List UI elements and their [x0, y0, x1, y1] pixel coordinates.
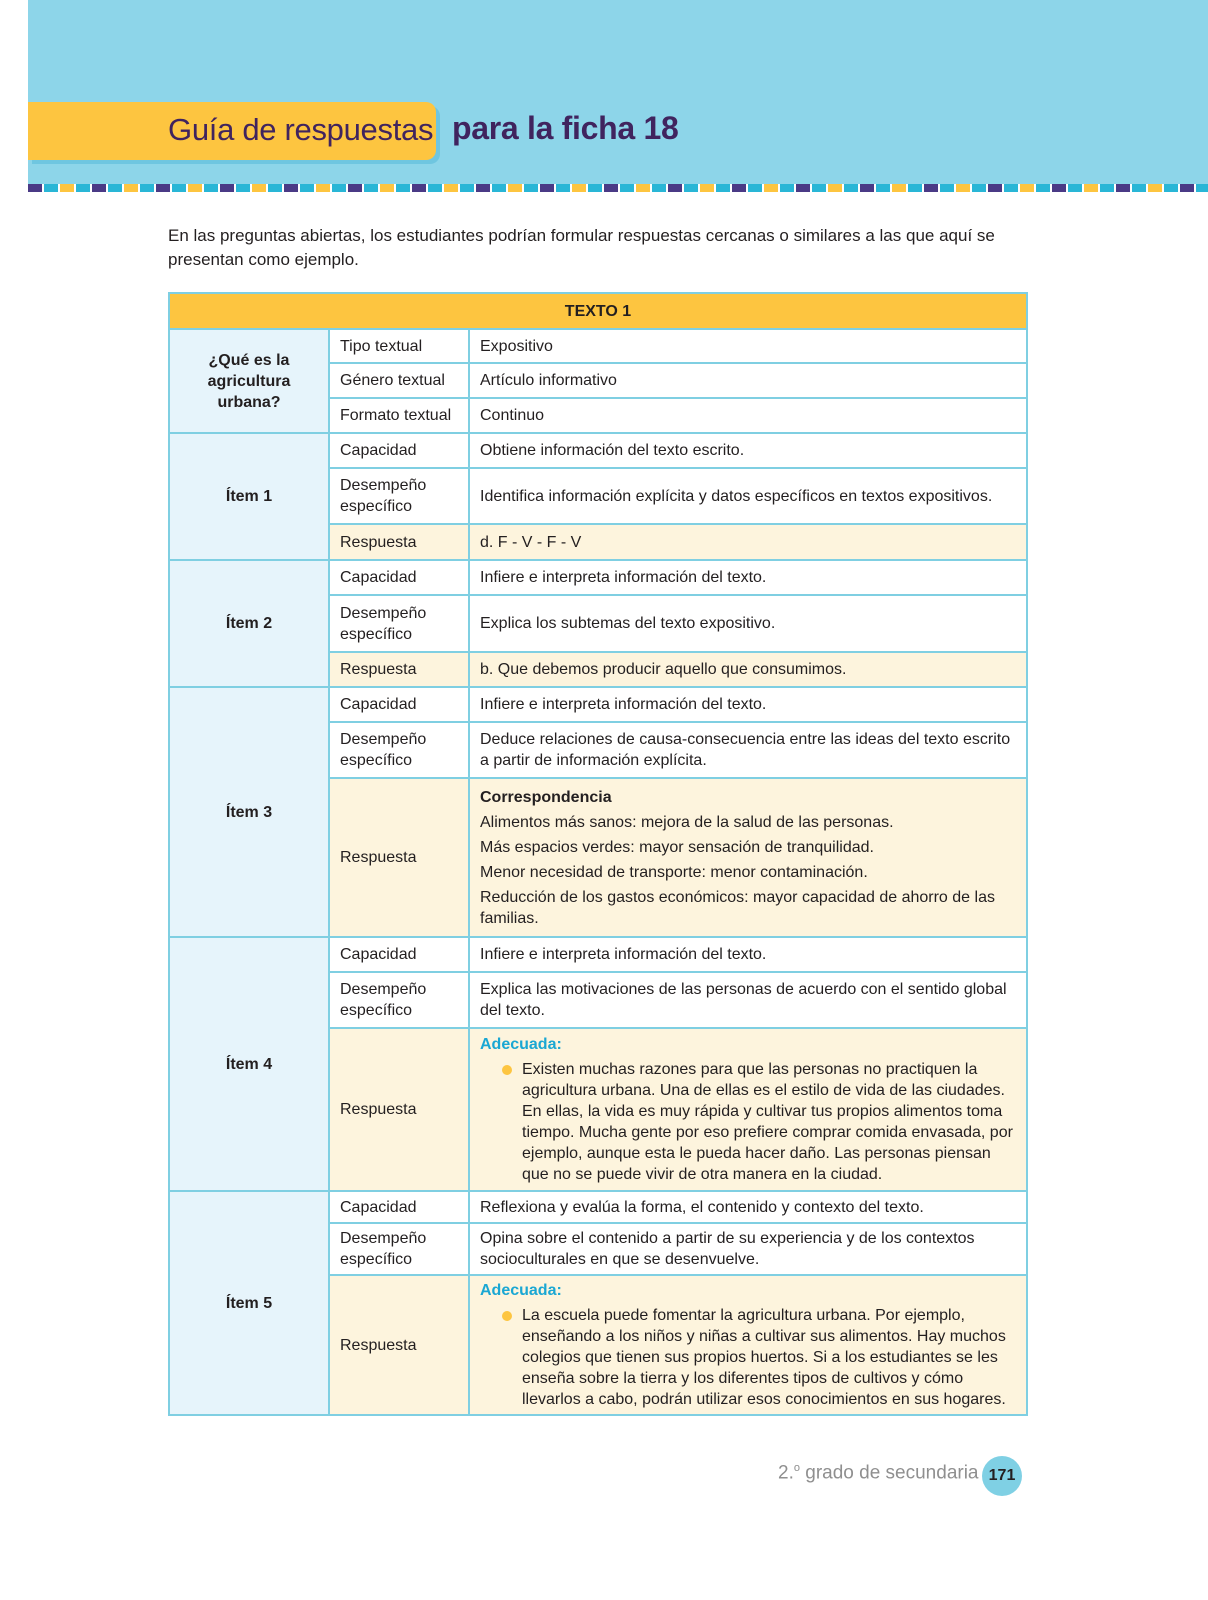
response-line: Reducción de los gastos económicos: mayor capacidad de ahorro de las familias.	[480, 888, 995, 927]
page-subtitle: para la ficha 18	[452, 110, 679, 146]
response-bullet	[502, 1305, 1016, 1410]
response-heading: Adecuada:	[480, 1036, 562, 1053]
row-value: Infiere e interpreta información del texto.	[469, 687, 1027, 722]
intro-paragraph: En las preguntas abiertas, los estudiantes podrían formular respuestas cercanas o similares a las que aquí se presentan como ejemplo.	[168, 226, 995, 269]
row-value: Continuo	[469, 398, 1027, 433]
response-bullet-text: Existen muchas razones para que las personas no practiquen la agricultura urbana. Una de ellas es el estilo de vida de las ciudades. En ellas, la vida es muy rápida y cultivar tus propios alimentos toma tiempo. Mucha gente por eso prefiere comprar comida envasada, por ejemplo, aunque esta le pueda hacer daño. Las personas piensan que no se puede vivir de otra manera en la ciudad.	[522, 1061, 1013, 1183]
row-label: Desempeño específico	[329, 972, 469, 1028]
item-label: Ítem 1	[169, 433, 329, 560]
row-label: Capacidad	[329, 433, 469, 468]
item-label: Ítem 5	[169, 1191, 329, 1415]
response-bullet-text: La escuela puede fomentar la agricultura urbana. Por ejemplo, enseñando a los niños y niñas a cultivar sus alimentos. Hay muchos colegios que tienen sus propios huertos. Si a los estudiantes se les enseña sobre la tierra y los diferentes tipos de cultivos y cómo llevarlos a cabo, podrán utilizar esos conocimientos en sus hogares.	[522, 1307, 1006, 1408]
grade-ordinal: o	[793, 1462, 800, 1474]
response-line: Menor necesidad de transporte: menor contaminación.	[480, 863, 868, 881]
item-label: Ítem 4	[169, 937, 329, 1191]
table-row	[169, 937, 1027, 972]
response-bullet	[502, 1059, 1016, 1185]
row-value: Reflexiona y evalúa la forma, el contenido y contexto del texto.	[469, 1191, 1027, 1223]
table-row	[169, 687, 1027, 722]
item-label: Ítem 3	[169, 687, 329, 937]
row-value: Explica los subtemas del texto expositivo.	[469, 595, 1027, 652]
table-row	[169, 329, 1027, 363]
row-label: Respuesta	[329, 778, 469, 937]
row-label: Respuesta	[329, 524, 469, 560]
row-value: Expositivo	[469, 329, 1027, 363]
row-value: d. F - V - F - V	[469, 524, 1027, 560]
row-value: Deduce relaciones de causa-consecuencia entre las ideas del texto escrito a partir de información explícita.	[469, 722, 1027, 778]
row-label: Respuesta	[329, 1275, 469, 1415]
row-label: Desempeño específico	[329, 1223, 469, 1275]
row-label: Capacidad	[329, 687, 469, 722]
grade-text: grado de secundaria	[799, 1462, 979, 1484]
row-label: Capacidad	[329, 1191, 469, 1223]
grade-number: 2.	[778, 1462, 794, 1484]
answer-guide-table	[168, 292, 1028, 1416]
page-number-badge: 171	[982, 1456, 1022, 1496]
row-value: Infiere e interpreta información del texto.	[469, 937, 1027, 972]
row-value: Identifica información explícita y datos específicos en textos expositivos.	[469, 468, 1027, 524]
row-label: Capacidad	[329, 937, 469, 972]
table-row	[169, 560, 1027, 595]
row-value: Obtiene información del texto escrito.	[469, 433, 1027, 468]
bullet-icon	[502, 1311, 512, 1321]
row-value: Infiere e interpreta información del texto.	[469, 560, 1027, 595]
decorative-dash-strip	[28, 184, 1208, 192]
bullet-icon	[502, 1065, 512, 1075]
text-title-cell: ¿Qué es la agricultura urbana?	[169, 329, 329, 433]
response-line: Alimentos más sanos: mejora de la salud de las personas.	[480, 813, 894, 831]
row-label: Capacidad	[329, 560, 469, 595]
table-heading-row	[169, 293, 1027, 329]
row-label: Tipo textual	[329, 329, 469, 363]
row-value: Artículo informativo	[469, 363, 1027, 398]
response-line: Más espacios verdes: mayor sensación de tranquilidad.	[480, 838, 874, 856]
row-value	[469, 778, 1027, 937]
response-heading: Correspondencia	[480, 788, 612, 806]
table-row	[169, 433, 1027, 468]
row-label: Formato textual	[329, 398, 469, 433]
table-heading: TEXTO 1	[169, 293, 1027, 329]
item-label: Ítem 2	[169, 560, 329, 687]
page-title: Guía de respuestas	[168, 112, 434, 147]
row-label: Respuesta	[329, 652, 469, 687]
footer-grade	[778, 1462, 979, 1484]
response-heading: Adecuada:	[480, 1282, 562, 1299]
row-label: Respuesta	[329, 1028, 469, 1191]
row-label: Desempeño específico	[329, 468, 469, 524]
row-label: Desempeño específico	[329, 722, 469, 778]
row-value	[469, 1275, 1027, 1415]
row-value: Opina sobre el contenido a partir de su experiencia y de los contextos socioculturales en que se desenvuelve.	[469, 1223, 1027, 1275]
row-value	[469, 1028, 1027, 1191]
header-band	[28, 0, 1208, 190]
row-label: Género textual	[329, 363, 469, 398]
row-value: Explica las motivaciones de las personas de acuerdo con el sentido global del texto.	[469, 972, 1027, 1028]
row-label: Desempeño específico	[329, 595, 469, 652]
table-row	[169, 1191, 1027, 1223]
row-value: b. Que debemos producir aquello que consumimos.	[469, 652, 1027, 687]
